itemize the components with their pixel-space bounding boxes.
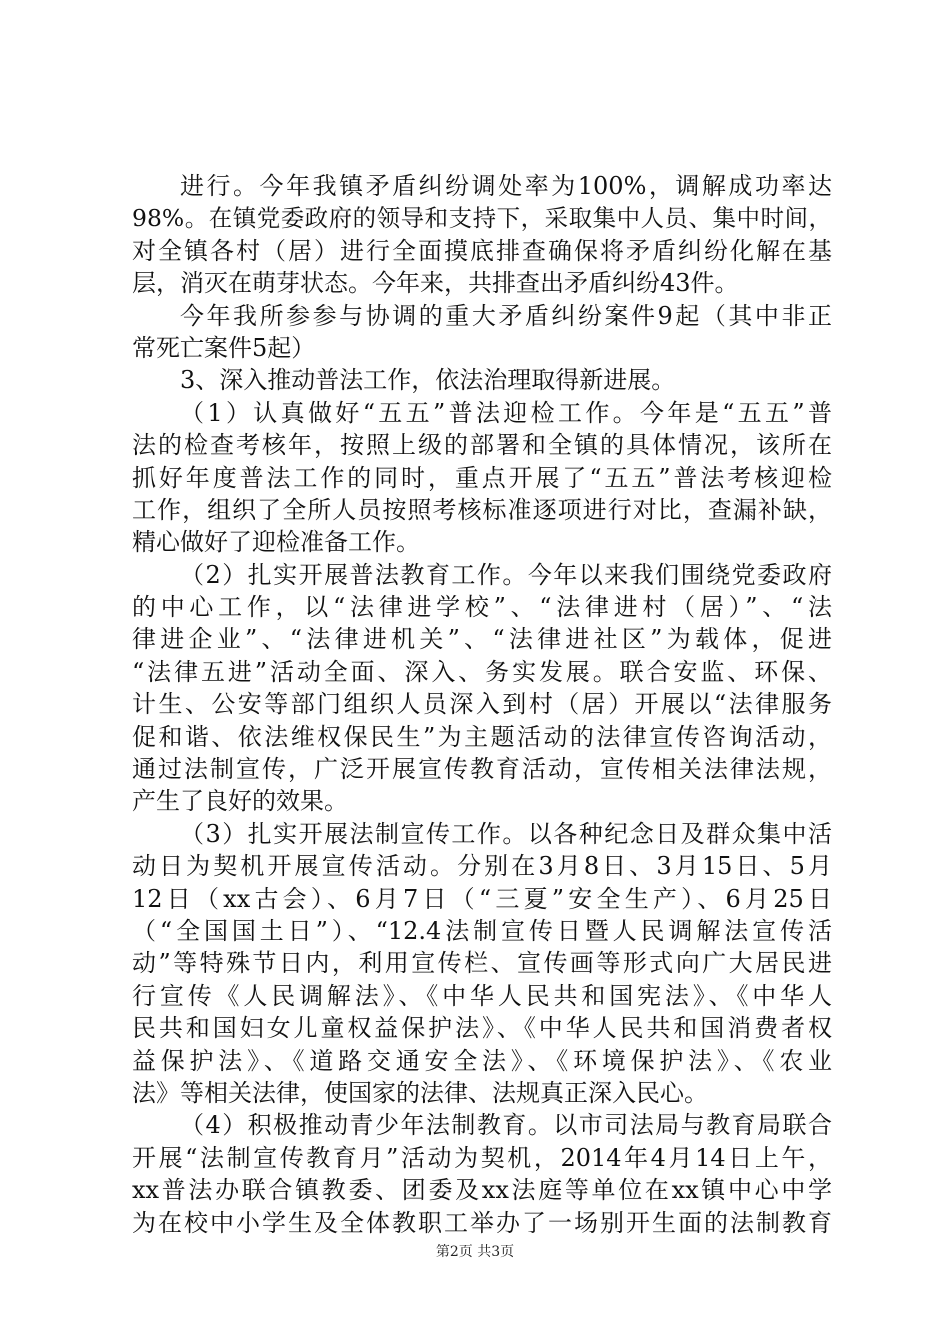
text-line: 为在校中小学生及全体教职工举办了一场别开生面的法制教育 xyxy=(132,1208,832,1237)
text-line: （4）积极推动青少年法制教育。以市司法局与教育局联合 xyxy=(180,1111,832,1140)
text-line: 通过法制宣传，广泛开展宣传教育活动，宣传相关法律法规， xyxy=(132,755,832,784)
text-line: xx普法办联合镇教委、团委及xx法庭等单位在xx镇中心中学 xyxy=(132,1176,832,1205)
text-line: 层，消灭在萌芽状态。今年来，共排查出矛盾纠纷43件。 xyxy=(132,269,739,298)
text-line: 12日（xx古会）、6月7日（“三夏”安全生产）、6月25日 xyxy=(132,884,832,913)
text-line: 计生、公安等部门组织人员深入到村（居）开展以“法律服务 xyxy=(132,690,832,719)
document-body xyxy=(132,170,832,1239)
text-line: （“全国国土日”）、“12.4法制宣传日暨人民调解法宣传活 xyxy=(132,916,832,945)
text-line: 常死亡案件5起） xyxy=(132,333,316,362)
text-line: 行宣传《人民调解法》、《中华人民共和国宪法》、《中华人 xyxy=(132,981,832,1010)
text-line: 产生了良好的效果。 xyxy=(132,787,348,816)
text-line: 进行。今年我镇矛盾纠纷调处率为100%，调解成功率达 xyxy=(180,172,832,200)
text-line: 精心做好了迎检准备工作。 xyxy=(132,528,420,557)
text-line: 民共和国妇女儿童权益保护法》、《中华人民共和国消费者权 xyxy=(132,1014,832,1043)
text-line: 益保护法》、《道路交通安全法》、《环境保护法》、《农业 xyxy=(132,1046,832,1075)
text-line: 的中心工作，以“法律进学校”、“法律进村（居）”、“法 xyxy=(132,593,832,622)
text-line: 3、深入推动普法工作，依法治理取得新进展。 xyxy=(180,366,676,395)
text-line: 工作，组织了全所人员按照考核标准逐项进行对比，查漏补缺， xyxy=(132,495,832,524)
text-line: 促和谐、依法维权保民生”为主题活动的法律宣传咨询活动， xyxy=(132,722,832,751)
text-line: 对全镇各村（居）进行全面摸底排查确保将矛盾纠纷化解在基 xyxy=(132,236,832,265)
text-line: 今年我所参参与协调的重大矛盾纠纷案件9起（其中非正 xyxy=(180,301,832,330)
text-line: 98%。在镇党委政府的领导和支持下，采取集中人员、集中时间， xyxy=(132,204,832,233)
text-line: 动日为契机开展宣传活动。分别在3月8日、3月15日、5月 xyxy=(132,852,832,881)
text-line: （1）认真做好“五五”普法迎检工作。今年是“五五”普 xyxy=(180,398,832,427)
text-line: “法律五进”活动全面、深入、务实发展。联合安监、环保、 xyxy=(132,657,832,686)
text-line: 律进企业”、“法律进机关”、“法律进社区”为载体，促进 xyxy=(132,625,832,654)
text-line: 抓好年度普法工作的同时，重点开展了“五五”普法考核迎检 xyxy=(132,463,832,492)
text-line: 开展“法制宣传教育月”活动为契机，2014年4月14日上午， xyxy=(132,1143,832,1172)
page-footer: 第2页 共3页 xyxy=(435,1244,515,1260)
text-line: （2）扎实开展普法教育工作。今年以来我们围绕党委政府 xyxy=(180,560,832,589)
text-line: （3）扎实开展法制宣传工作。以各种纪念日及群众集中活 xyxy=(180,819,832,848)
text-line: 法的检查考核年，按照上级的部署和全镇的具体情况，该所在 xyxy=(132,431,832,460)
text-line: 法》等相关法律，使国家的法律、法规真正深入民心。 xyxy=(132,1078,708,1107)
text-line: 动”等特殊节日内，利用宣传栏、宣传画等形式向广大居民进 xyxy=(132,949,832,978)
